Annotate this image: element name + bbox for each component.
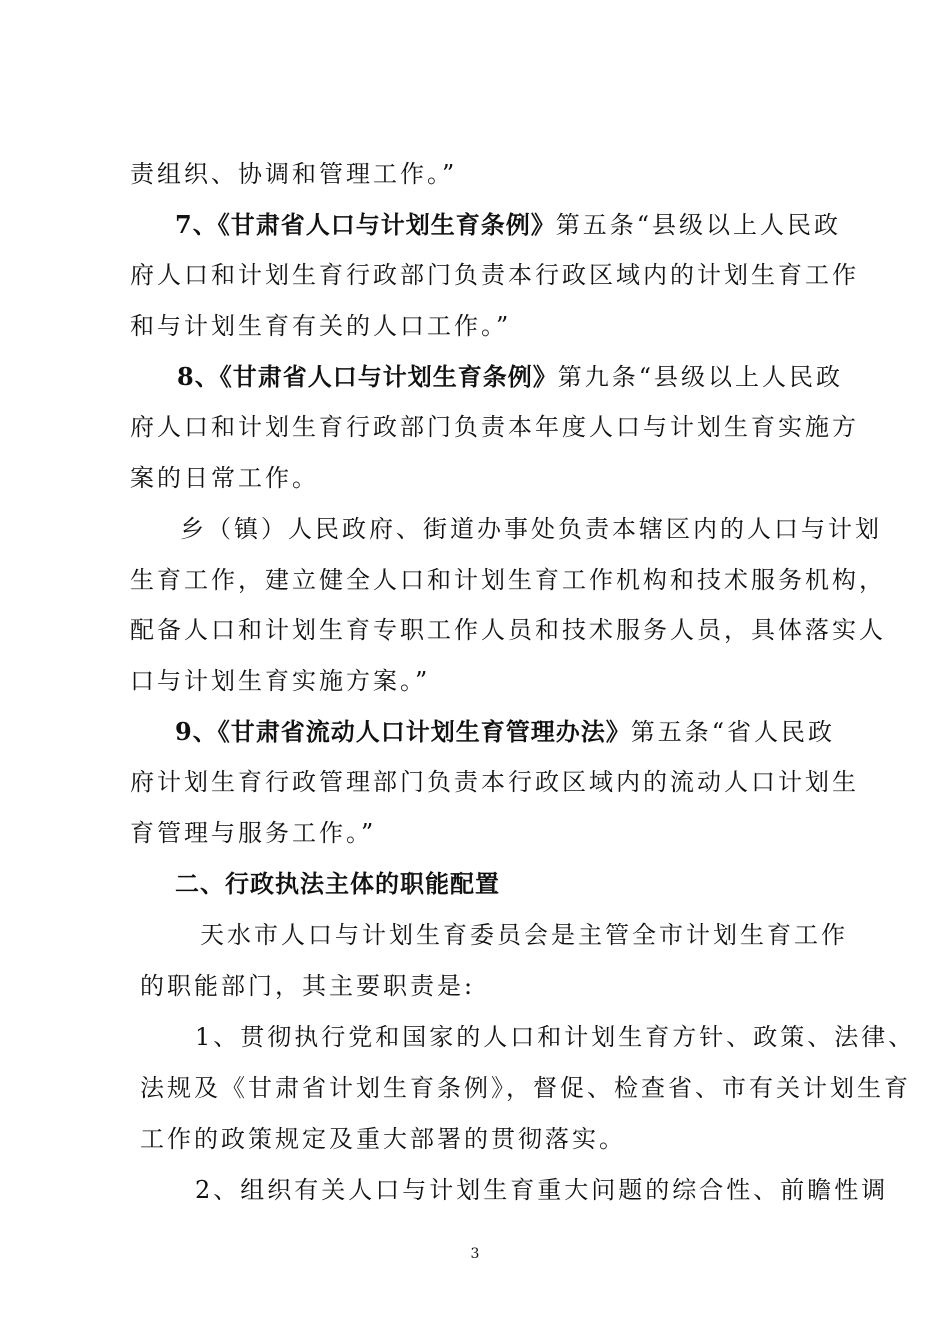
paragraph-line: 案的日常工作。 — [130, 464, 319, 492]
paragraph-line — [175, 716, 835, 748]
paragraph-line: 的职能部门，其主要职责是: — [140, 972, 476, 1000]
line-text: 第五条“县级以上人民政 — [555, 211, 841, 239]
paragraph-line: 口与计划生育实施方案。” — [130, 667, 431, 695]
paragraph-line: 生育工作，建立健全人口和计划生育工作机构和技术服务机构， — [130, 566, 886, 594]
line-text: 第九条“县级以上人民政 — [557, 363, 843, 391]
paragraph-line: 府计划生育行政管理部门负责本行政区域内的流动人口计划生 — [130, 768, 859, 796]
paragraph-line: 府人口和计划生育行政部门负责本行政区域内的计划生育工作 — [130, 261, 859, 289]
paragraph-line: 法规及《甘肃省计划生育条例》，督促、检查省、市有关计划生育 — [140, 1074, 911, 1102]
paragraph-line: 配备人口和计划生育专职工作人员和技术服务人员，具体落实人 — [130, 616, 886, 644]
paragraph-line: 1、贯彻执行党和国家的人口和计划生育方针、政策、法律、 — [195, 1023, 916, 1051]
paragraph-line: 责组织、协调和管理工作。” — [130, 160, 458, 188]
paragraph-line: 天水市人口与计划生育委员会是主管全市计划生育工作 — [200, 921, 848, 949]
item-number: 8、 — [177, 362, 220, 391]
law-title: 《甘肃省人口与计划生育条例》 — [219, 362, 558, 391]
paragraph-line: 2、组织有关人口与计划生育重大问题的综合性、前瞻性调 — [195, 1176, 889, 1204]
item-number: 9、 — [175, 717, 218, 746]
paragraph-line: 府人口和计划生育行政部门负责本年度人口与计划生育实施方 — [130, 413, 859, 441]
paragraph-line: 育管理与服务工作。” — [130, 819, 377, 847]
paragraph-line: 乡（镇）人民政府、街道办事处负责本辖区内的人口与计划 — [180, 515, 882, 543]
section-heading: 二、行政执法主体的职能配置 — [175, 869, 500, 898]
paragraph-line: 和与计划生育有关的人口工作。” — [130, 312, 512, 340]
line-text: 第五条“省人民政 — [630, 718, 835, 746]
item-number: 7、 — [175, 210, 218, 239]
page-number: 3 — [470, 1246, 480, 1262]
law-title: 《甘肃省流动人口计划生育管理办法》 — [217, 717, 631, 746]
paragraph-line: 工作的政策规定及重大部署的贯彻落实。 — [140, 1125, 626, 1153]
law-title: 《甘肃省人口与计划生育条例》 — [217, 210, 556, 239]
paragraph-line — [177, 361, 843, 393]
paragraph-line — [175, 209, 841, 241]
